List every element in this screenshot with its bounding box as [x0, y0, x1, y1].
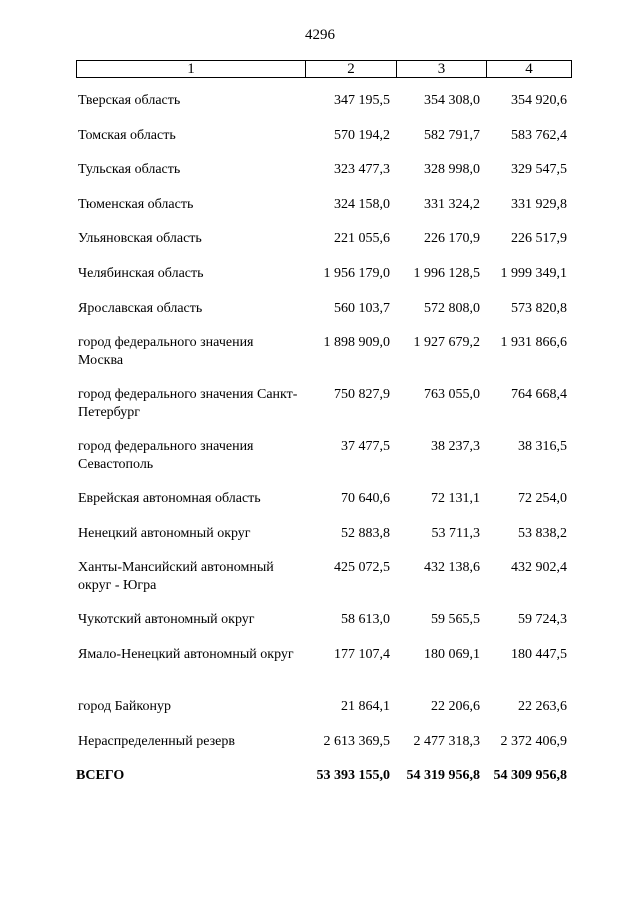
- column-header-row: [76, 60, 572, 78]
- value-col-3: 763 055,0: [424, 387, 480, 403]
- table-row: [0, 265, 640, 300]
- value-col-2: 21 864,1: [341, 698, 390, 714]
- table-row: [0, 525, 640, 560]
- value-col-2: 70 640,6: [341, 491, 390, 507]
- table-row: [0, 559, 640, 611]
- value-col-3: 1 996 128,5: [413, 265, 480, 281]
- value-col-3: 2 477 318,3: [413, 733, 480, 749]
- value-col-2: 1 898 909,0: [323, 335, 390, 351]
- table-row: [0, 300, 640, 335]
- region-name: Ненецкий автономный округ: [78, 525, 251, 541]
- value-col-3: 582 791,7: [424, 127, 480, 143]
- table-row: [0, 386, 640, 438]
- region-name: Челябинская область: [78, 265, 204, 281]
- value-col-3: 38 237,3: [431, 439, 480, 455]
- value-col-4: 22 263,6: [518, 698, 567, 714]
- value-col-3: 72 131,1: [431, 491, 480, 507]
- region-name: Ярославская область: [78, 300, 203, 316]
- region-name: Еврейская автономная область: [78, 491, 261, 507]
- region-name: город федерального значения Санкт-Петербург: [78, 387, 298, 420]
- value-col-4: 180 447,5: [511, 646, 567, 662]
- table-row: [0, 161, 640, 196]
- region-name: Томская область: [78, 127, 176, 143]
- table-row: [0, 127, 640, 162]
- value-col-4: 573 820,8: [511, 300, 567, 316]
- region-name: Нераспределенный резерв: [78, 733, 235, 749]
- value-col-4: 59 724,3: [518, 612, 567, 628]
- value-col-3: 328 998,0: [424, 162, 480, 178]
- value-col-2: 2 613 369,5: [323, 733, 390, 749]
- region-name: город Байконур: [78, 698, 171, 714]
- total-col-3: 54 319 956,8: [406, 768, 480, 784]
- table-row: [0, 490, 640, 525]
- total-col-4: 54 309 956,8: [493, 768, 567, 784]
- table-row: [0, 230, 640, 265]
- column-header-2: 2: [305, 61, 396, 77]
- value-col-2: 37 477,5: [341, 439, 390, 455]
- column-header-4: 4: [486, 61, 571, 77]
- value-col-2: 750 827,9: [334, 387, 390, 403]
- value-col-4: 432 902,4: [511, 560, 567, 576]
- value-col-3: 331 324,2: [424, 196, 480, 212]
- region-name: Тульская область: [78, 162, 181, 178]
- value-col-4: 354 920,6: [511, 93, 567, 108]
- value-col-3: 572 808,0: [424, 300, 480, 316]
- value-col-3: 53 711,3: [431, 525, 480, 541]
- value-col-4: 331 929,8: [511, 196, 567, 212]
- value-col-3: 59 565,5: [431, 612, 480, 628]
- value-col-2: 324 158,0: [334, 196, 390, 212]
- value-col-3: 180 069,1: [424, 646, 480, 662]
- region-name: Тюменская область: [78, 196, 194, 212]
- region-name: Ямало-Ненецкий автономный округ: [78, 646, 294, 662]
- total-label: ВСЕГО: [76, 768, 125, 784]
- value-col-2: 323 477,3: [334, 162, 390, 178]
- value-col-3: 1 927 679,2: [413, 335, 480, 351]
- value-col-4: 764 668,4: [511, 387, 567, 403]
- table-row: [0, 334, 640, 386]
- table-row: [0, 611, 640, 646]
- value-col-3: 354 308,0: [424, 93, 480, 108]
- value-col-4: 583 762,4: [511, 127, 567, 143]
- value-col-2: 570 194,2: [334, 127, 390, 143]
- value-col-2: 560 103,7: [334, 300, 390, 316]
- budget-table: [0, 92, 640, 787]
- value-col-4: 329 547,5: [511, 162, 567, 178]
- value-col-2: 221 055,6: [334, 231, 390, 247]
- value-col-4: 38 316,5: [518, 439, 567, 455]
- value-col-2: 52 883,8: [341, 525, 390, 541]
- value-col-3: 226 170,9: [424, 231, 480, 247]
- value-col-4: 1 999 349,1: [500, 265, 567, 281]
- region-name: Тверская область: [78, 93, 181, 108]
- table-row: [0, 733, 640, 768]
- value-col-2: 425 072,5: [334, 560, 390, 576]
- value-col-3: 432 138,6: [424, 560, 480, 576]
- table-row: [0, 698, 640, 733]
- value-col-2: 1 956 179,0: [323, 265, 390, 281]
- value-col-2: 177 107,4: [334, 646, 390, 662]
- value-col-3: 22 206,6: [431, 698, 480, 714]
- column-header-1: 1: [187, 60, 195, 77]
- region-name: Чукотский автономный округ: [78, 612, 255, 628]
- table-row: [0, 196, 640, 231]
- table-row: [0, 438, 640, 490]
- table-row: [0, 646, 640, 698]
- value-col-2: 347 195,5: [334, 93, 390, 108]
- page-number: 4296: [305, 27, 335, 43]
- value-col-4: 1 931 866,6: [500, 335, 567, 351]
- value-col-4: 2 372 406,9: [500, 733, 567, 749]
- region-name: Ханты-Мансийский автономный округ - Югра: [78, 560, 274, 593]
- value-col-4: 53 838,2: [518, 525, 567, 541]
- region-name: Ульяновская область: [78, 231, 202, 247]
- total-col-2: 53 393 155,0: [316, 768, 390, 784]
- value-col-2: 58 613,0: [341, 612, 390, 628]
- region-name: город федерального значения Москва: [78, 335, 254, 368]
- total-row: [0, 767, 640, 787]
- value-col-4: 72 254,0: [518, 491, 567, 507]
- table-row: [0, 92, 640, 127]
- value-col-4: 226 517,9: [511, 231, 567, 247]
- column-header-3: 3: [396, 61, 486, 77]
- region-name: город федерального значения Севастополь: [78, 439, 254, 472]
